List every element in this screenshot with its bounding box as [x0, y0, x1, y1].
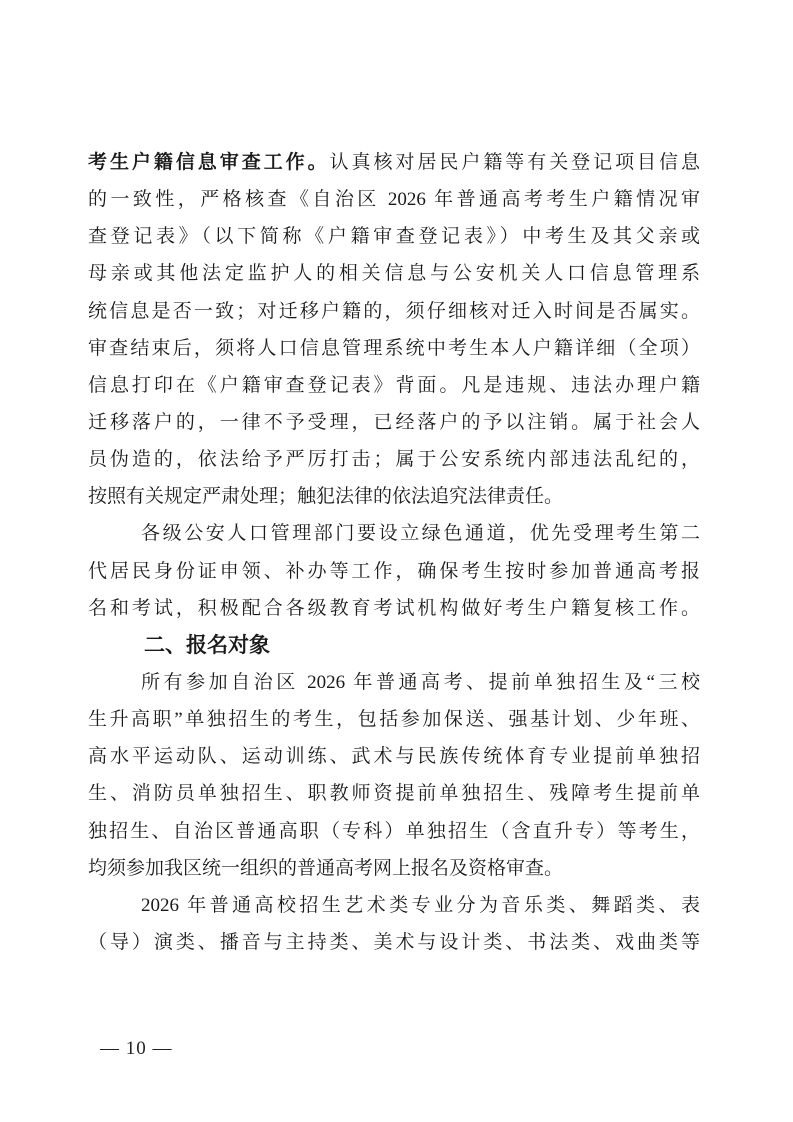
text-line: （导）演类、播音与主持类、美术与设计类、书法类、戏曲类等: [88, 931, 700, 953]
section-heading: 二、报名对象: [144, 633, 270, 657]
text-line: 2026 年普通高校招生艺术类专业分为音乐类、舞蹈类、表: [141, 894, 700, 916]
line-text: 认真核对居民户籍等有关登记项目信息: [329, 152, 700, 173]
bold-lead-text: 考生户籍信息审查工作。: [88, 152, 330, 173]
text-line: [88, 144, 700, 181]
text-line: 所有参加自治区 2026 年普通高考、提前单独招生及“三校: [141, 671, 700, 693]
text-line: 的一致性，严格核查《自治区 2026 年普通高考考生户籍情况审: [88, 189, 700, 211]
text-line: 查登记表》（以下简称《户籍审查登记表》）中考生及其父亲或: [88, 226, 700, 248]
text-line: 员伪造的，依法给予严厉打击；属于公安系统内部违法乱纪的，: [88, 449, 700, 471]
text-line: 均须参加我区统一组织的普通高考网上报名及资格审查。: [88, 857, 564, 879]
text-line: 各级公安人口管理部门要设立绿色通道，优先受理考生第二: [141, 523, 700, 545]
text-line: 审查结束后，须将人口信息管理系统中考生本人户籍详细（全项）: [88, 337, 700, 359]
text-line: 统信息是否一致；对迁移户籍的，须仔细核对迁入时间是否属实。: [88, 300, 700, 322]
text-line: 高水平运动队、运动训练、武术与民族传统体育专业提前单独招: [88, 746, 700, 768]
text-line: 生升高职”单独招生的考生，包括参加保送、强基计划、少年班、: [88, 709, 700, 731]
text-line: 独招生、自治区普通高职（专科）单独招生（含直升专）等考生，: [88, 820, 700, 842]
text-line: 信息打印在《户籍审查登记表》背面。凡是违规、违法办理户籍: [88, 374, 700, 396]
document-body: [88, 144, 700, 961]
text-line: 生、消防员单独招生、职教师资提前单独招生、残障考生提前单: [88, 783, 700, 805]
text-line: 迁移落户的，一律不予受理，已经落户的予以注销。属于社会人: [88, 411, 700, 433]
text-line: 母亲或其他法定监护人的相关信息与公安机关人口信息管理系: [88, 263, 700, 285]
page-number: — 10 —: [100, 1038, 173, 1059]
text-line: 按照有关规定严肃处理；触犯法律的依法追究法律责任。: [88, 486, 564, 508]
text-line: 名和考试，积极配合各级教育考试机构做好考生户籍复核工作。: [88, 597, 700, 619]
text-line: 代居民身份证申领、补办等工作，确保考生按时参加普通高考报: [88, 560, 700, 582]
